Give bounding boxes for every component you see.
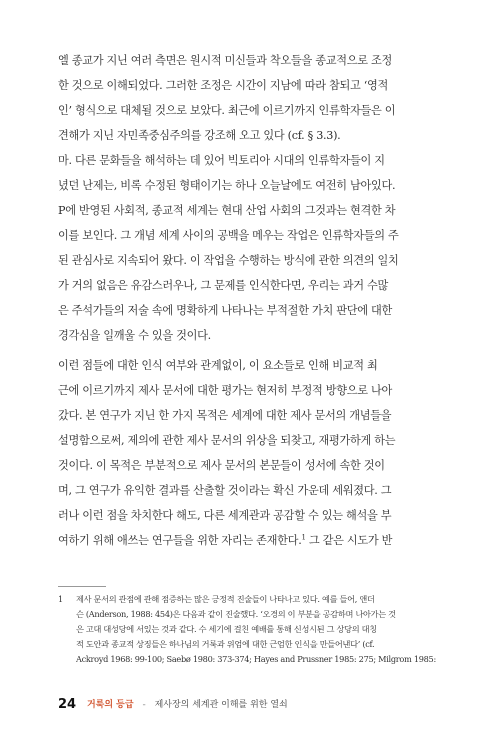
text-line: P에 반영된 사회적, 종교적 세계는 현대 산업 사회의 그것과는 현격한 차 (58, 204, 396, 217)
text-line: 녔던 난제는, 비록 수정된 형태이기는 하나 오늘날에도 여전히 남아있다. (58, 179, 396, 192)
text-line: 마. 다른 문화들을 해석하는 데 있어 빅토리아 시대의 인류학자들이 지 (58, 154, 385, 167)
title-separator: - (142, 700, 146, 710)
text-line: 엘 종교가 지닌 여러 측면은 원시적 미신들과 착오들을 종교적으로 조정 (58, 54, 393, 67)
text-line: 한 것으로 이해되었다. 그러한 조정은 시간이 지남에 따라 참되고 ‘영적 (58, 79, 389, 92)
text-line: 며, 그 연구가 유익한 결과를 산출할 것이라는 확신 가운데 세워졌다. 그 (58, 484, 392, 497)
text-line: 경각심을 일깨울 수 있을 것이다. (58, 329, 211, 342)
text-line: 러나 이런 점을 차치한다 해도, 다른 세계관과 공감할 수 있는 해석을 부 (58, 509, 392, 522)
book-subtitle: 제사장의 세계관 이해를 위한 열쇠 (154, 700, 288, 710)
text-line-end: 그 같은 시도가 반 (305, 534, 393, 547)
text-line: 이런 점들에 대한 인식 여부와 관계없이, 이 요소들로 인해 비교적 최 (58, 359, 378, 372)
footnote-line: 적 도안과 종교적 상징들은 하나님의 거룩과 위엄에 대한 근엄한 인식을 만들어낸다’ (cf. (76, 639, 375, 649)
text-line: 근에 이르기까지 제사 문서에 대한 평가는 현저히 부정적 방향으로 나아 (58, 384, 393, 397)
text-line-with-footnote (58, 528, 440, 553)
running-footer (58, 697, 288, 713)
text-line: 은 주석가들의 저술 속에 명확하게 나타나는 부적절한 가치 판단에 대한 (58, 304, 393, 317)
text-line-start: 여하기 위해 애쓰는 연구들을 위한 자리는 존재한다. (58, 534, 302, 547)
book-title: 거룩의 등급 (86, 700, 134, 710)
footnote-divider (58, 586, 106, 587)
footnote-line: 슨 (Anderson, 1988: 454)은 다음과 같이 진술했다. ‘오경의 이 부분을 공감하며 나아가는 것 (76, 609, 396, 619)
footnote-line: 은 고대 대성당에 서있는 것과 같다. 수 세기에 걸친 예배를 통해 신성시된 그 상당의 대칭 (76, 624, 377, 634)
footnote-number: 1 (58, 594, 63, 604)
footnote-body (76, 592, 440, 667)
text-line: 것이다. 이 목적은 부분적으로 제사 문서의 본문들이 성서에 속한 것이 (58, 459, 385, 472)
text-line: 인’ 형식으로 대체될 것으로 보았다. 최근에 이르기까지 인류학자들은 이 (58, 104, 396, 117)
text-line: 설명함으로써, 제의에 관한 제사 문서의 위상을 되찾고, 재평가하게 하는 (58, 434, 396, 447)
page-number: 24 (58, 697, 77, 712)
text-line: 가 거의 없음은 유감스러우나, 그 문제를 인식한다면, 우리는 과거 수많 (58, 279, 389, 292)
text-line: 된 관심사로 지속되어 왔다. 이 작업을 수행하는 방식에 관한 의견의 일치 (58, 254, 399, 267)
text-line: 이를 보인다. 그 개념 세계 사이의 공백을 메우는 작업은 인류학자들의 주 (58, 229, 399, 242)
footnote-line: Ackroyd 1968: 99-100; Saebø 1980: 373-374; Hayes and Prussner 1985: 275; Milgrom 1985: (76, 654, 436, 664)
footnote-line: 제사 문서의 관점에 관해 점증하는 많은 긍정적 진술들이 나타나고 있다. 예를 들어, 앤더 (76, 594, 375, 604)
body-text (58, 48, 440, 553)
footnote-ref[interactable]: 1 (301, 533, 306, 542)
text-line: 견해가 지닌 자민족중심주의를 강조해 오고 있다 (cf. § 3.3). (58, 129, 341, 142)
footnote (58, 592, 440, 667)
text-line: 갔다. 본 연구가 지닌 한 가지 목적은 세계에 대한 제사 문서의 개념들을 (58, 409, 392, 422)
